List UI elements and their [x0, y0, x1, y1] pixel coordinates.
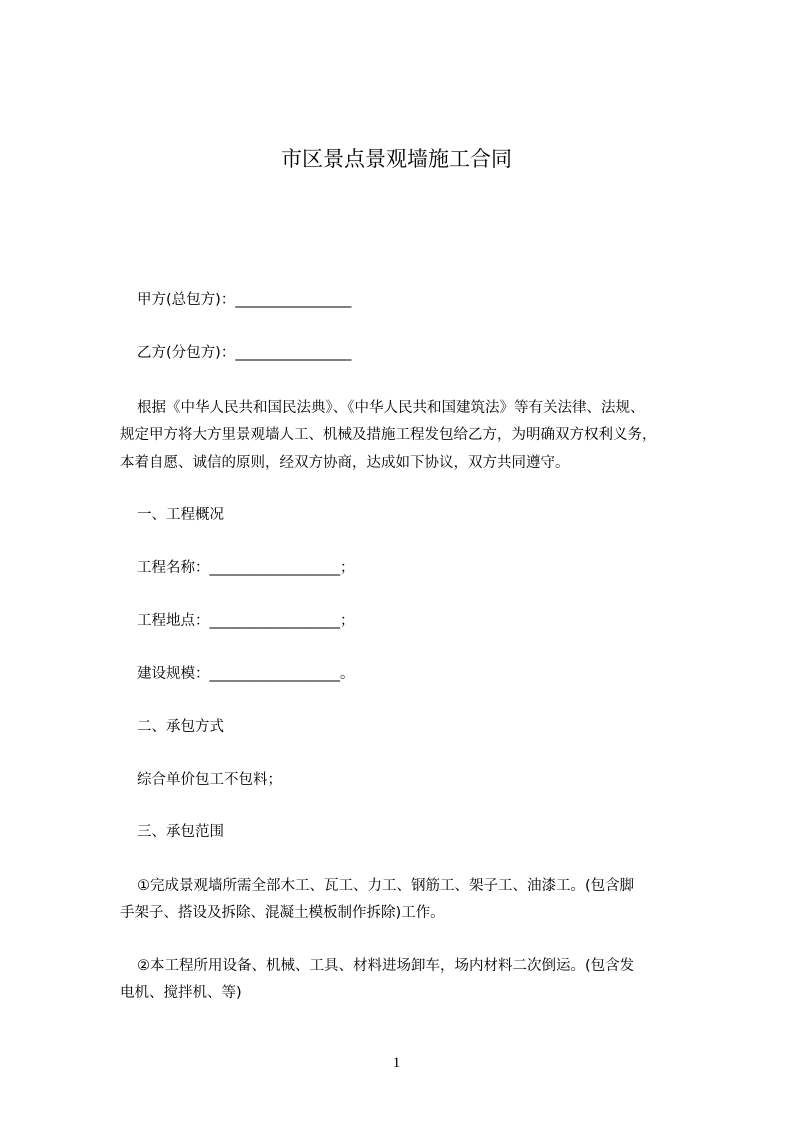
page-number: 1 — [392, 1055, 401, 1071]
project-name-field: 工程名称：__________________； — [137, 560, 355, 576]
intro-line: 规定甲方将大方里景观墙人工、机械及措施工程发包给乙方，为明确双方权利义务， — [120, 427, 657, 443]
scope-item-2: ②本工程所用设备、机械、工具、材料进场卸车，场内材料二次倒运。(包含发 — [137, 958, 635, 974]
section-heading: 一、工程概况 — [137, 507, 224, 523]
intro-line: 本着自愿、诚信的原则，经双方协商，达成如下协议，双方共同遵守。 — [120, 455, 570, 471]
section-heading: 二、承包方式 — [137, 719, 224, 735]
project-scale-field: 建设规模：__________________。 — [137, 666, 355, 682]
scope-item-1: 手架子、搭设及拆除、混凝土模板制作拆除)工作。 — [120, 905, 445, 921]
scope-item-2: 电机、搅拌机、等) — [120, 985, 242, 1001]
party-b-field: 乙方(分包方)：________________ — [137, 345, 352, 361]
contract-method-text: 综合单价包工不包料； — [137, 772, 282, 788]
document-title: 市区景点景观墙施工合同 — [281, 147, 512, 171]
project-location-field: 工程地点：__________________； — [137, 613, 355, 629]
section-heading: 三、承包范围 — [137, 824, 224, 840]
party-a-field: 甲方(总包方)：________________ — [137, 292, 352, 308]
scope-item-1: ①完成景观墙所需全部木工、瓦工、力工、钢筋工、架子工、油漆工。(包含脚 — [137, 878, 635, 894]
intro-line: 根据《中华人民共和国民法典》、《中华人民共和国建筑法》等有关法律、法规、 — [137, 400, 645, 416]
